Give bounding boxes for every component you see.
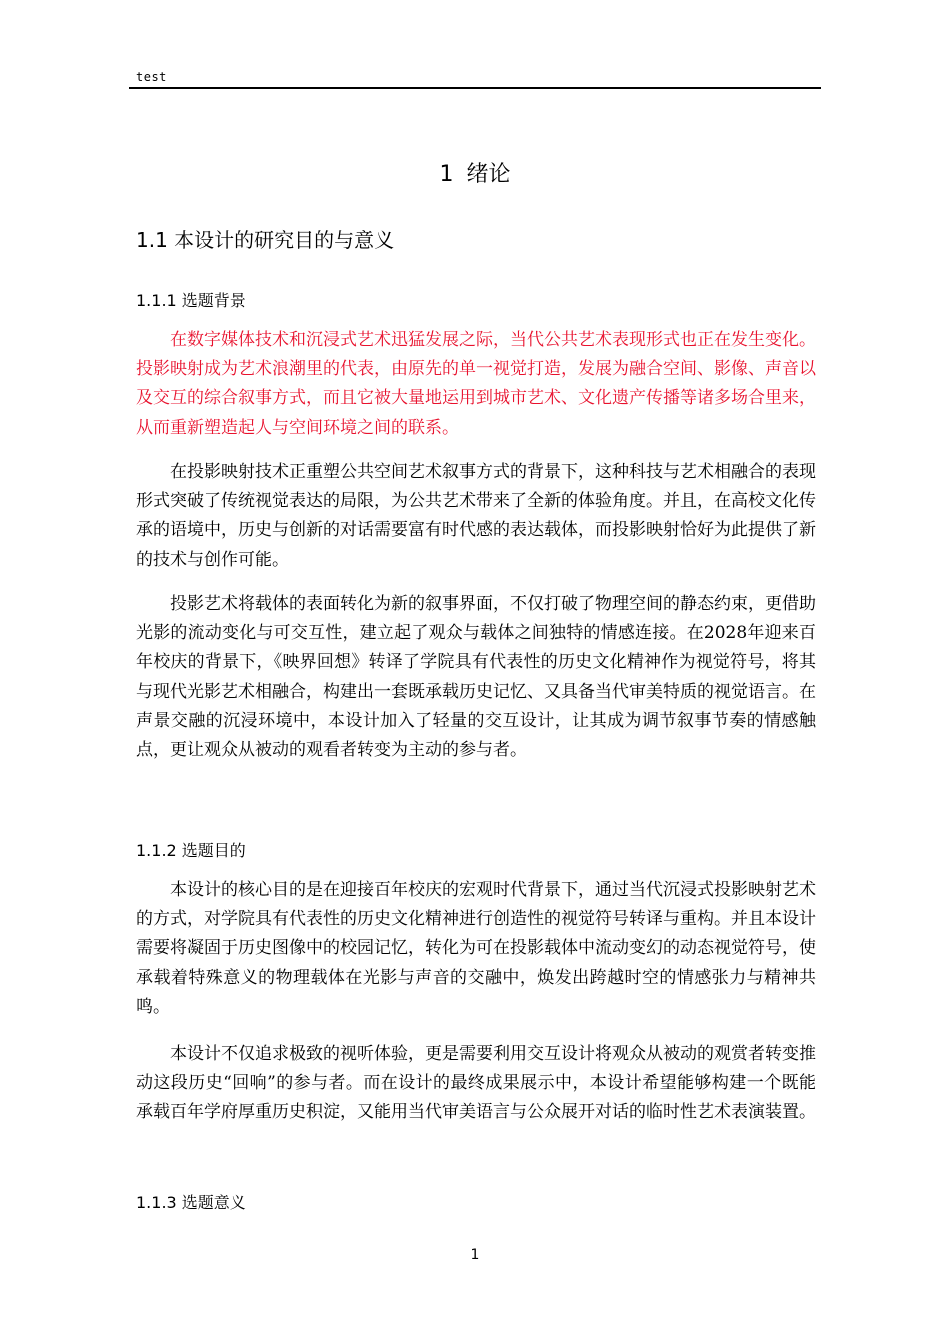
paragraph: 投影艺术将载体的表面转化为新的叙事界面，不仅打破了物理空间的静态约束，更借助光影的流动变化与可交互性，建立起了观众与载体之间独特的情感连接。在2028年迎来百年校庆的背景下，《映界回想》转译了学院具有代表性的历史文化精神作为视觉符号，将其与现代光影艺术相融合，构建出一套既承载历史记忆、又具备当代审美特质的视觉语言。在声景交融的沉浸环境中，本设计加入了轻量的交互设计，让其成为调节叙事节奏的情感触点，更让观众从被动的观看者转变为主动的参与者。	[136, 594, 816, 761]
subsection-title-background: 1.1.1 选题背景	[136, 291, 246, 310]
paragraph-highlighted: 在数字媒体技术和沉浸式艺术迅猛发展之际，当代公共艺术表现形式也正在发生变化。投影映射成为艺术浪潮里的代表，由原先的单一视觉打造，发展为融合空间、影像、声音以及交互的综合叙事方式，而且它被大量地运用到城市艺术、文化遗产传播等诸多场合里来，从而重新塑造起人与空间环境之间的联系。	[136, 330, 816, 438]
header-text: test	[136, 70, 167, 84]
paragraph: 本设计的核心目的是在迎接百年校庆的宏观时代背景下，通过当代沉浸式投影映射艺术的方式，对学院具有代表性的历史文化精神进行创造性的视觉符号转译与重构。并且本设计需要将凝固于历史图像中的校园记忆，转化为可在投影载体中流动变幻的动态视觉符号，使承载着特殊意义的物理载体在光影与声音的交融中，焕发出跨越时空的情感张力与精神共鸣。	[136, 880, 816, 1017]
paragraph: 本设计不仅追求极致的视听体验，更是需要利用交互设计将观众从被动的观赏者转变推动这段历史“回响”的参与者。而在设计的最终成果展示中，本设计希望能够构建一个既能承载百年学府厚重历史积淀，又能用当代审美语言与公众展开对话的临时性艺术表演装置。	[136, 1044, 816, 1123]
subsection-title-significance: 1.1.3 选题意义	[136, 1193, 246, 1212]
header-rule	[129, 87, 821, 89]
section-title: 1.1 本设计的研究目的与意义	[136, 228, 395, 252]
chapter-title: 1 绪论	[439, 162, 511, 187]
page-number: 1	[470, 1247, 480, 1263]
subsection-title-purpose: 1.1.2 选题目的	[136, 841, 246, 860]
paragraph: 在投影映射技术正重塑公共空间艺术叙事方式的背景下，这种科技与艺术相融合的表现形式突破了传统视觉表达的局限，为公共艺术带来了全新的体验角度。并且，在高校文化传承的语境中，历史与创新的对话需要富有时代感的表达载体，而投影映射恰好为此提供了新的技术与创作可能。	[136, 462, 816, 570]
